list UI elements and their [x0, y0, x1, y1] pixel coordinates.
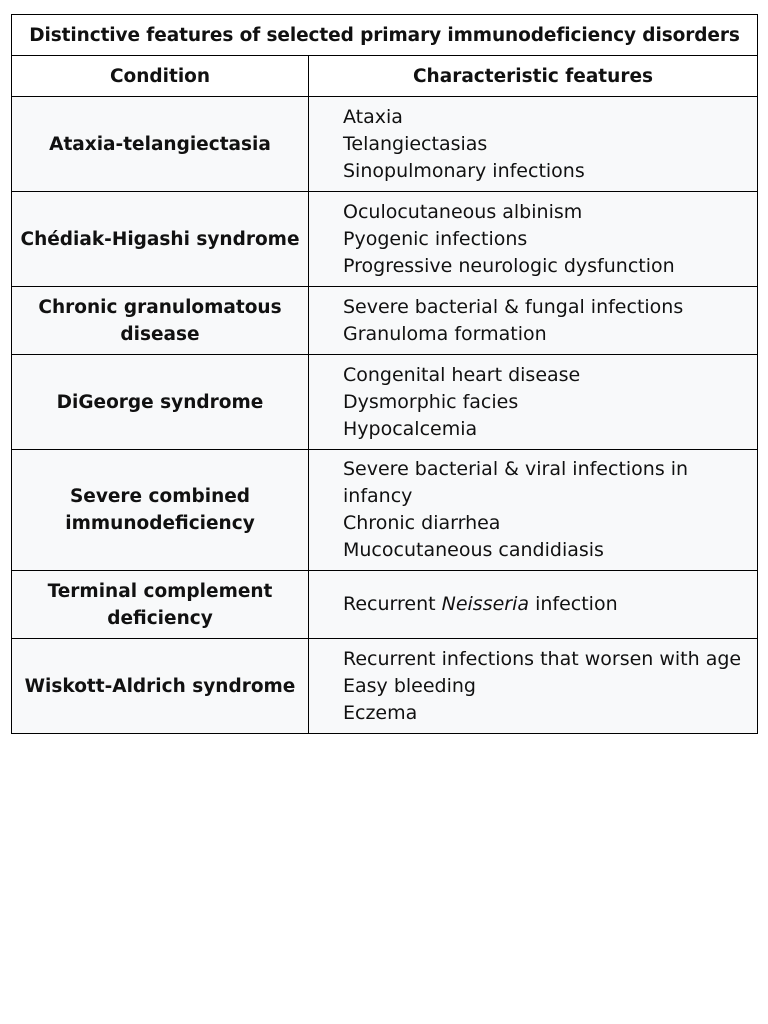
column-header-features: Characteristic features	[309, 56, 758, 97]
feature-item: Eczema	[343, 701, 418, 724]
feature-item: Easy bleeding	[343, 674, 476, 697]
condition-cell: DiGeorge syndrome	[12, 355, 309, 450]
features-cell	[309, 192, 758, 287]
table-title-row	[12, 15, 758, 56]
features-cell	[309, 571, 758, 639]
feature-item: Chronic diarrhea	[343, 512, 501, 534]
immunodeficiency-table-container	[11, 14, 757, 734]
feature-text-after: infection	[529, 593, 618, 615]
feature-item: Telangiectasias	[343, 132, 488, 155]
table-row	[12, 192, 758, 287]
feature-item: Recurrent infections that worsen with age	[343, 647, 742, 670]
feature-item: Hypocalcemia	[343, 417, 478, 440]
condition-cell: Chronic granulomatous disease	[12, 287, 309, 355]
column-header-condition: Condition	[12, 56, 309, 97]
features-cell	[309, 97, 758, 192]
condition-cell: Severe combined immunodeficiency	[12, 450, 309, 571]
table-row	[12, 639, 758, 734]
feature-item: Severe bacterial & fungal infections	[343, 295, 684, 318]
feature-item: Sinopulmonary infections	[343, 159, 585, 182]
feature-item: Progressive neurologic dysfunction	[343, 254, 675, 277]
feature-text-before: Recurrent	[343, 593, 442, 615]
table-row	[12, 450, 758, 571]
feature-item: Dysmorphic facies	[343, 390, 519, 413]
feature-item: Congenital heart disease	[343, 363, 581, 386]
feature-item: Ataxia	[343, 105, 403, 128]
table-row	[12, 97, 758, 192]
feature-item: Mucocutaneous candidiasis	[343, 539, 604, 561]
table-row	[12, 571, 758, 639]
features-cell	[309, 287, 758, 355]
condition-cell: Ataxia-telangiectasia	[12, 97, 309, 192]
table-title: Distinctive features of selected primary immunodeficiency disorders	[12, 15, 758, 56]
table-row	[12, 355, 758, 450]
feature-item	[343, 591, 753, 618]
features-cell	[309, 450, 758, 571]
condition-cell: Wiskott-Aldrich syndrome	[12, 639, 309, 734]
table-row	[12, 287, 758, 355]
feature-item: Granuloma formation	[343, 322, 547, 345]
immunodeficiency-table	[11, 14, 758, 734]
condition-cell: Chédiak-Higashi syndrome	[12, 192, 309, 287]
feature-item: Severe bacterial & viral infections in infancy	[343, 458, 689, 507]
feature-item: Oculocutaneous albinism	[343, 200, 583, 223]
features-cell	[309, 639, 758, 734]
feature-text-organism: Neisseria	[441, 593, 530, 615]
table-header-row	[12, 56, 758, 97]
feature-item: Pyogenic infections	[343, 227, 528, 250]
condition-cell: Terminal complement deficiency	[12, 571, 309, 639]
features-cell	[309, 355, 758, 450]
